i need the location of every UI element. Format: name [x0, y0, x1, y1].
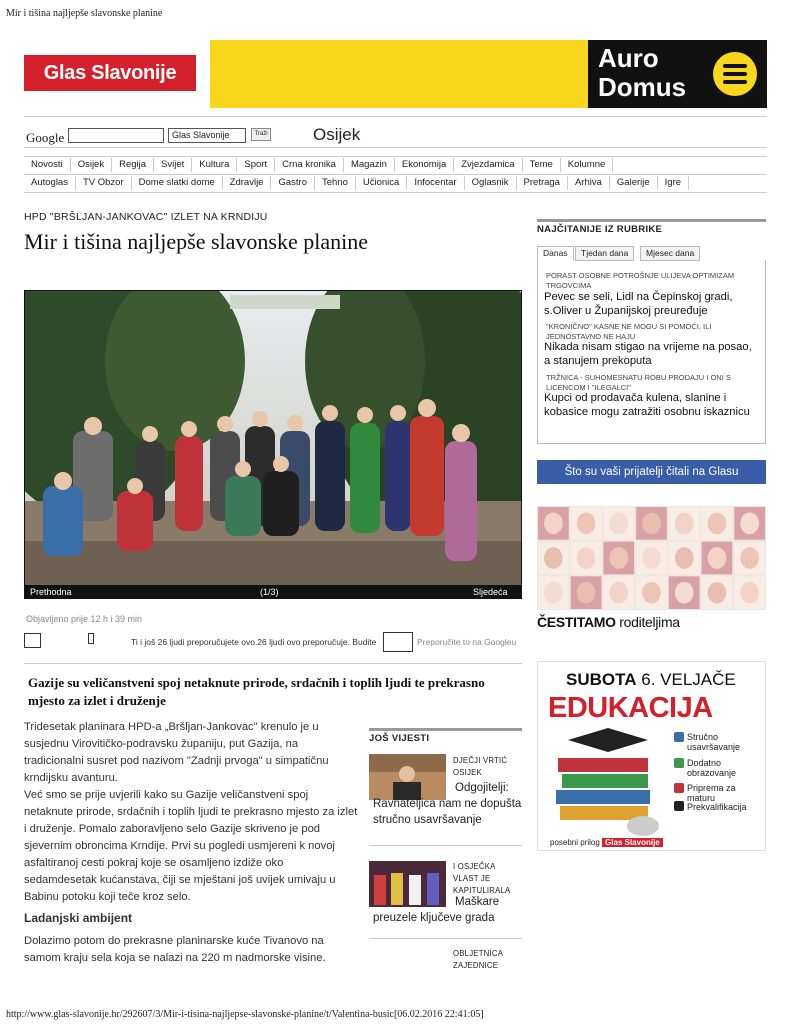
google-logo: Google: [26, 130, 65, 145]
article-paragraph: Tridesetak planinara HPD-a „Bršljan-Jankovac" krenulo je u susjednu Virovitičko-podravsku županiju, put Gazija, na tradicionalni susret pod nazivom "Zadnji prvoga" u simpatičnu krndijsku avanturu.: [24, 721, 329, 784]
print-footer: http://www.glas-slavonije.hr/292607/3/Mir-i-tisina-najljepse-slavonske-planine/t/Valentina-busic[06.02.2016 22:41:05]: [6, 1009, 484, 1020]
nav-item-oglasnik[interactable]: Oglasnik: [465, 176, 517, 190]
friends-read-button[interactable]: Što su vaši prijatelji čitali na Glasu: [537, 460, 766, 484]
nav-item-arhiva[interactable]: Arhiva: [568, 176, 610, 190]
nav-item-osijek[interactable]: Osijek: [71, 158, 112, 172]
recommend-text: Ti i još 26 ljudi preporučujete ovo.26 ljudi ovo preporučuje. Budite: [131, 637, 377, 647]
education-ad[interactable]: [537, 661, 766, 851]
most-read-header: NAJČITANIJE IZ RUBRIKE: [537, 219, 766, 235]
article-subhead: Ladanjski ambijent: [24, 911, 133, 925]
tab-month[interactable]: Mjesec dana: [640, 246, 700, 261]
ad-date: SUBOTA 6. VELJAČE: [566, 670, 736, 689]
nav-item-dome-slatki-dome[interactable]: Dome slatki dome: [132, 176, 223, 190]
site-logo[interactable]: Glas Slavonije: [24, 55, 196, 91]
tab-today[interactable]: Danas: [537, 246, 574, 261]
nav-item-galerije[interactable]: Galerije: [610, 176, 658, 190]
most-read-kicker: PORAST OSOBNE POTROŠNJE ULIJEVA OPTIMIZAM TRGOVCIMA: [546, 271, 735, 290]
gallery-counter: (1/3): [260, 587, 279, 597]
nav-item-kultura[interactable]: Kultura: [192, 158, 237, 172]
ad-auro-domus[interactable]: [588, 40, 767, 108]
city-label: Osijek: [313, 125, 361, 144]
gallery-next-button[interactable]: Sljedeća: [473, 587, 508, 597]
nav-item-magazin[interactable]: Magazin: [344, 158, 395, 172]
news-kicker: DJEČJI VRTIĆ OSIJEK: [453, 756, 508, 777]
secondary-nav: [24, 176, 689, 190]
nav-item-svijet[interactable]: Svijet: [154, 158, 192, 172]
most-read-link[interactable]: Kupci od prodavača kulena, slanine i kobasice mogu zatražiti osobnu iskaznicu: [544, 392, 750, 418]
nav-item-zdravlje[interactable]: Zdravlje: [223, 176, 272, 190]
newborns-gallery[interactable]: [537, 506, 766, 610]
thumbs-up-icon: [674, 758, 684, 768]
thumbs-up-icon: [674, 801, 684, 811]
nav-item-ekonomija[interactable]: Ekonomija: [395, 158, 454, 172]
more-news-header: JOŠ VIJESTI: [369, 728, 522, 744]
article-body: [24, 719, 358, 906]
ad-logo-icon: [713, 52, 757, 96]
facebook-share-button[interactable]: [88, 633, 94, 644]
nav-item-regija[interactable]: Regija: [112, 158, 154, 172]
news-kicker: OBLJETNICA ZAJEDNICE: [453, 949, 503, 970]
nav-item-učionica[interactable]: Učionica: [356, 176, 407, 190]
nav-item-novosti[interactable]: Novosti: [24, 158, 71, 172]
most-read-kicker: TRŽNICA - SUHOMESNATU ROBU PRODAJU I ONI S LICENCOM I "ILEGALCI": [546, 373, 731, 392]
ad-item: Priprema za maturu: [687, 783, 736, 803]
google-plus-button[interactable]: [383, 632, 413, 652]
nav-item-kolumne[interactable]: Kolumne: [561, 158, 614, 172]
news-kicker: I OSJEČKA VLAST JE KAPITULIRALA: [453, 862, 511, 895]
facebook-like-button[interactable]: [24, 633, 41, 648]
nav-item-autoglas[interactable]: Autoglas: [24, 176, 76, 190]
gallery-controls: [24, 585, 522, 599]
congratulations-label: ČESTITAMO roditeljima: [537, 614, 680, 630]
nav-item-pretraga[interactable]: Pretraga: [517, 176, 568, 190]
gallery-prev-button[interactable]: Prethodna: [30, 587, 72, 597]
ad-banner[interactable]: [210, 40, 767, 108]
ad-footer: posebni prilog Glas Slavonije: [550, 838, 663, 847]
nav-item-gastro[interactable]: Gastro: [271, 176, 315, 190]
article-paragraph: Dolazimo potom do prekrasne planinarske kuće Tivanovo na samom kraju sela koja se nalazi na 220 m nadmorske visine.: [24, 935, 326, 964]
ad-text: Auro Domus: [598, 43, 687, 102]
google-recommend-text: Preporučite to na Googleu: [417, 637, 517, 647]
nav-item-sport[interactable]: Sport: [237, 158, 275, 172]
nav-item-tv-obzor[interactable]: TV Obzor: [76, 176, 132, 190]
news-title-link[interactable]: Odgojitelji: Ravnateljica nam ne dopušta stručno usavršavanje: [373, 782, 522, 826]
news-title-link[interactable]: Maškare preuzele ključeve grada: [373, 896, 500, 924]
search-input[interactable]: [68, 128, 164, 143]
books-icon: [548, 728, 668, 838]
article-kicker: HPD "BRŠLJAN-JANKOVAC" IZLET NA KRNDIJU: [24, 211, 268, 223]
group-photo: [25, 291, 522, 599]
most-read-link[interactable]: Nikada nisam stigao na vrijeme na posao, a stanujem prekoputa: [544, 341, 752, 367]
nav-item-igre[interactable]: Igre: [658, 176, 689, 190]
nav-item-tehno[interactable]: Tehno: [315, 176, 356, 190]
nav-item-infocentar[interactable]: Infocentar: [407, 176, 464, 190]
published-time: Objavljeno prije 12 h i 39 min: [26, 614, 143, 624]
most-read-kicker: "KRONIČNO" KASNE NE MOGU SI POMOĆI, ILI JEDNOSTAVNO NE HAJU: [546, 322, 712, 341]
ad-item: Dodatno obrazovanje: [687, 758, 737, 778]
article-lead: Gazije su veličanstveni spoj netaknute prirode, srdačnih i toplih ljudi te prekrasno mjesto za izlet i druženje: [28, 675, 485, 708]
thumbs-up-icon: [674, 732, 684, 742]
gallery-photo[interactable]: [24, 290, 522, 599]
most-read-link[interactable]: Pevec se seli, Lidl na Čepinskoj gradi, s.Oliver u Županijskoj preuređuje: [544, 291, 733, 317]
ad-item: Prekvalifikacija: [687, 802, 747, 812]
ad-title: EDUKACIJA: [548, 692, 713, 724]
article-paragraph: Već smo se prije uvjerili kako su Gazije veličanstveni spoj netaknute prirode, srdačnih i toplih ljudi te prekrasno mjesto za izlet i druženje. Pomalo zaboravljeno selo Gazije skriveno je pod sjevernim obroncima Krndije. Prvi su pogledi usmjereni k novoj asfaltiranoj cesti pokraj koje se osamljeno izdiže oko sedamdesetak kućanstava, čiji se mještani još uvijek umivaju u Babinu potoku koji teče kroz selo.: [24, 789, 358, 903]
nav-item-teme[interactable]: Teme: [523, 158, 561, 172]
ad-item: Stručno usavršavanje: [687, 732, 741, 752]
print-title: Mir i tišina najljepše slavonske planine: [6, 8, 163, 19]
nav-item-zvjezdamica[interactable]: Zvjezdamica: [454, 158, 522, 172]
main-nav: [24, 158, 613, 172]
article-headline: Mir i tišina najljepše slavonske planine: [24, 229, 368, 254]
tab-week[interactable]: Tjedan dana: [575, 246, 634, 261]
thumbs-up-icon: [674, 783, 684, 793]
search-button[interactable]: Traži: [251, 128, 271, 141]
nav-item-crna-kronika[interactable]: Crna kronika: [275, 158, 344, 172]
site-select[interactable]: Glas Slavonije: [168, 128, 246, 143]
